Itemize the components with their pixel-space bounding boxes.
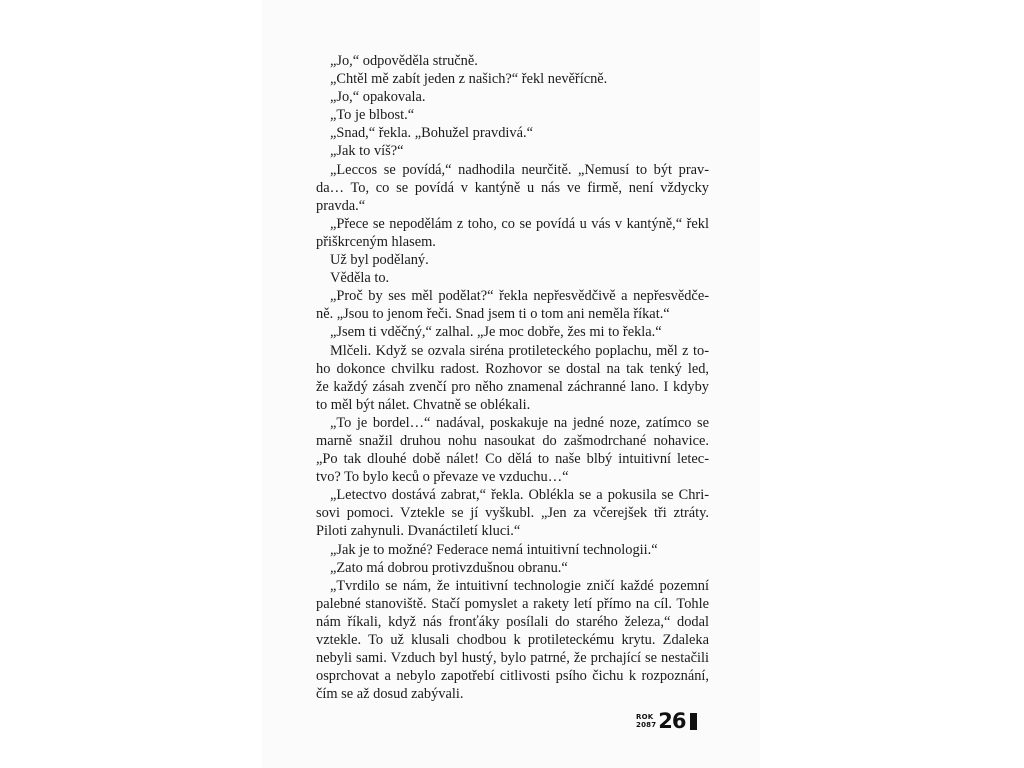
paragraph xyxy=(316,251,709,269)
paragraph xyxy=(316,142,709,160)
series-mark-top: ROK xyxy=(636,713,654,721)
text-line: „Jo,“ odpověděla stručně. xyxy=(330,53,478,69)
paragraph xyxy=(316,215,709,251)
text-line: Věděla to. xyxy=(330,270,390,287)
text-line: „Leccos se povídá,“ nadhodila neurčitě. „Nemusí to být prav- xyxy=(330,161,709,178)
paragraph xyxy=(316,124,709,142)
text-line: „To je bordel…“ nadával, poskakuje na jedné noze, zatímco se xyxy=(330,414,709,431)
page-number: 26 xyxy=(658,709,686,733)
text-line: „Jak to víš?“ xyxy=(330,143,404,160)
text-line: „Chtěl mě zabít jeden z našich?“ řekl nevěřícně. xyxy=(330,71,608,88)
page-mark-block xyxy=(690,713,697,730)
text-line: pravda.“ xyxy=(316,197,366,214)
text-line: „Proč by ses měl podělat?“ řekla nepřesvědčivě a nepřesvědče- xyxy=(330,288,709,305)
text-line: „Přece se nepodělám z toho, co se povídá u vás v kantýně,“ řekl xyxy=(330,215,709,232)
text-line: „Tvrdilo se nám, že intuitivní technologie zničí každé pozemní xyxy=(330,577,709,594)
paragraph xyxy=(316,88,709,106)
paragraph xyxy=(316,269,709,287)
paragraph xyxy=(316,414,709,486)
paragraph xyxy=(316,342,709,414)
text-line: Piloti zahynuli. Dvanáctiletí kluci.“ xyxy=(316,523,521,540)
text-line: „Jo,“ opakovala. xyxy=(330,89,426,106)
text-line: Mlčeli. Když se ozvala siréna protileteckého poplachu, měl z to- xyxy=(330,342,709,359)
paragraph xyxy=(316,106,709,124)
text-line: „Zato má dobrou protivzdušnou obranu.“ xyxy=(330,559,568,576)
text-line: sovi pomoci. Vztekle se jí vyškubl. „Jen za včerejšek tři ztráty. xyxy=(316,505,709,522)
text-line: da… To, co se povídá v kantýně u nás ve firmě, není vždycky xyxy=(316,179,709,196)
series-mark xyxy=(636,713,656,729)
paragraph xyxy=(316,323,709,341)
text-line: že každý zásah zvenčí pro něho znamenal záchranné lano. I kdyby xyxy=(316,378,709,395)
paragraph xyxy=(316,287,709,323)
text-line: osprchovat a nebylo zapotřebí citlivosti psího čichu k rozpoznání, xyxy=(316,668,709,685)
paragraph xyxy=(316,70,709,88)
paragraph xyxy=(316,161,709,215)
text-line: nám říkali, když nás fronťáky posílali do starého železa,“ dodal xyxy=(316,613,709,630)
text-line: ho dokonce chvilku radost. Rozhovor se dostal na tak tenký led, xyxy=(316,360,709,377)
paragraph xyxy=(316,577,709,704)
text-line: „Letectvo dostává zabrat,“ řekla. Oblékla se a pokusila se Chri- xyxy=(330,487,709,504)
paragraph xyxy=(316,52,709,70)
text-line: „To je blbost.“ xyxy=(330,107,415,124)
text-line: marně snažil druhou nohu nasoukat do zašmodrchané nohavice. xyxy=(316,432,709,449)
paragraph xyxy=(316,559,709,577)
text-line: nebyli sami. Vzduch byl hustý, bylo patrné, že prchající se nestačili xyxy=(316,650,709,667)
text-line: tvo? To bylo keců o převaze ve vzduchu…“ xyxy=(316,469,569,486)
text-line: ně. „Jsou to jenom řeči. Snad jsem ti o tom ani neměla říkat.“ xyxy=(316,306,670,323)
paragraph xyxy=(316,486,709,540)
text-line: to měl být nálet. Chvatně se oblékali. xyxy=(316,396,531,413)
text-line: „Jsem ti vděčný,“ zalhal. „Je moc dobře, žes mi to řekla.“ xyxy=(330,324,662,341)
page-number-mark xyxy=(636,711,697,731)
text-line: přiškrceným hlasem. xyxy=(316,233,436,250)
text-line: „Jak je to možné? Federace nemá intuitivní technologii.“ xyxy=(330,541,658,558)
text-line: vztekle. To už klusali chodbou k protileteckému krytu. Zdaleka xyxy=(316,632,709,648)
text-line: Už byl podělaný. xyxy=(330,252,429,269)
series-mark-bottom: 2087 xyxy=(636,721,657,729)
paragraph xyxy=(316,541,709,559)
text-line: čím se až dosud zabývali. xyxy=(316,686,464,703)
book-text xyxy=(316,52,709,703)
text-line: „Snad,“ řekla. „Bohužel pravdivá.“ xyxy=(330,125,533,142)
text-line: palebné stanoviště. Stačí pomyslet a rakety letí přímo na cíl. Tohle xyxy=(316,595,709,612)
text-line: „Po tak dlouhé době nálet! Co dělá to naše blbý intuitivní letec- xyxy=(316,451,709,468)
